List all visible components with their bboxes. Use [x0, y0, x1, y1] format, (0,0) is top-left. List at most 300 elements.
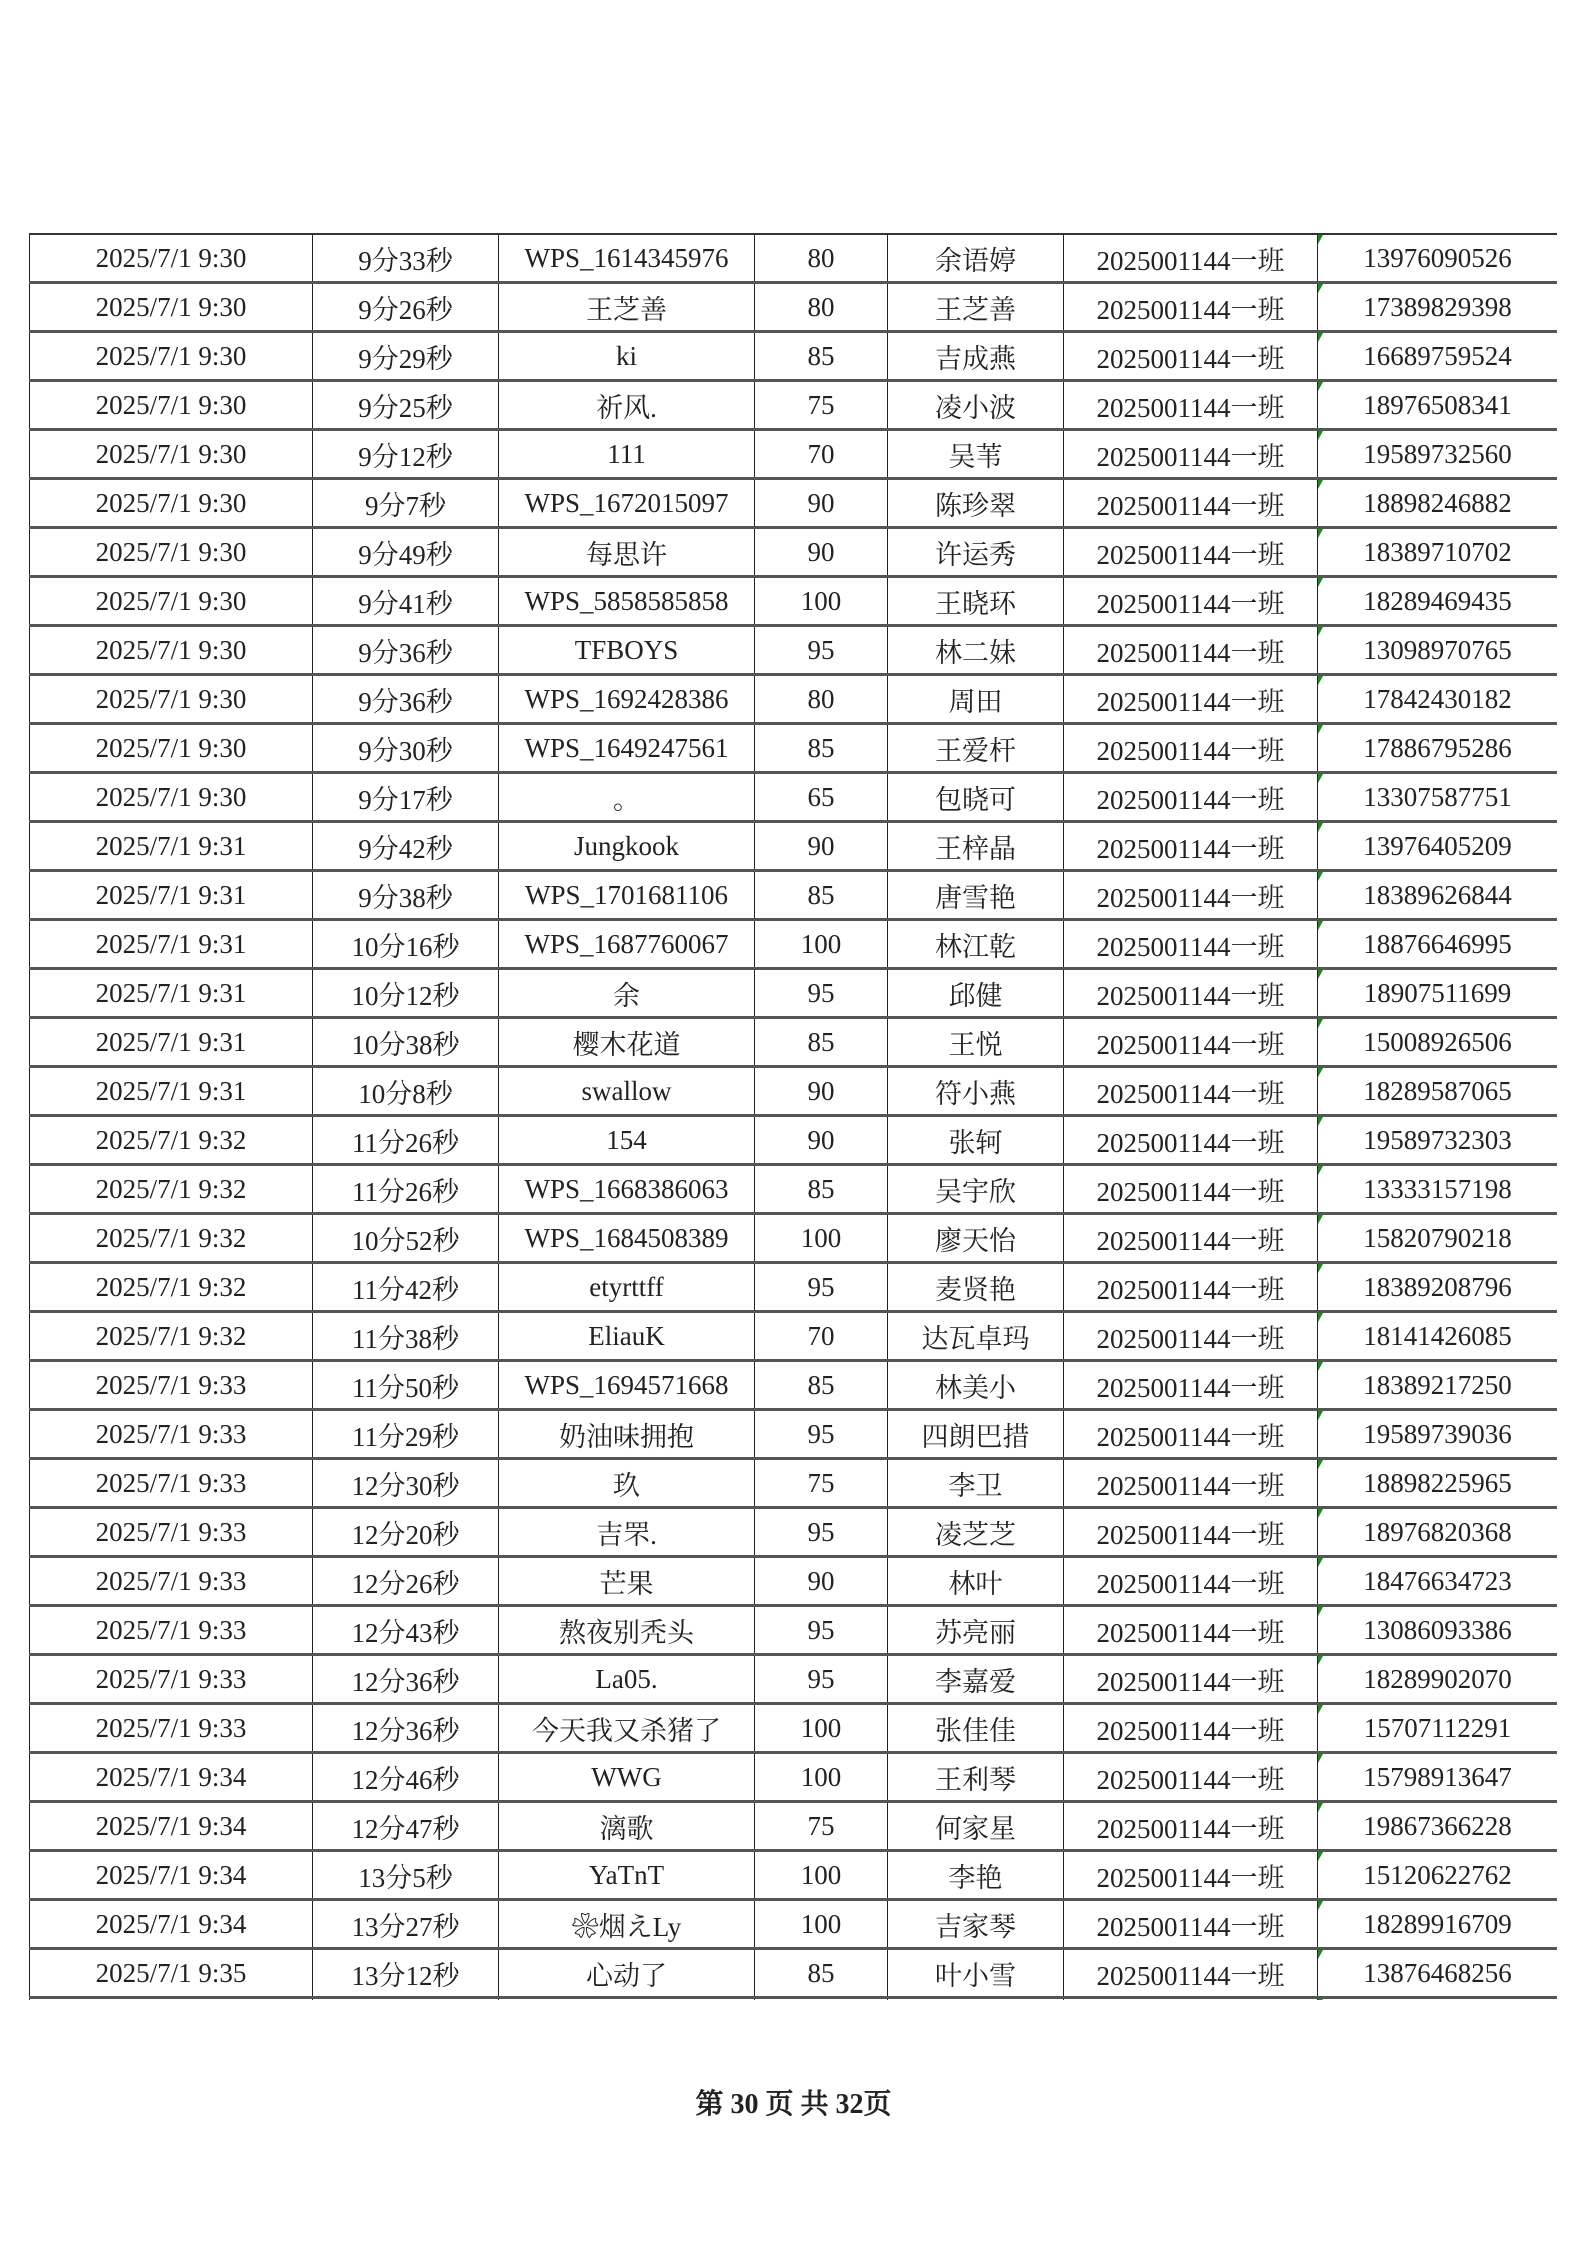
- duration-cell: 12分47秒: [313, 1802, 499, 1851]
- duration-cell: 9分26秒: [313, 283, 499, 332]
- student-name-cell: 吴苇: [888, 430, 1064, 479]
- table-row: [30, 381, 1558, 430]
- phone-cell: 13976405209: [1318, 822, 1558, 871]
- phone-cell: 18289469435: [1318, 577, 1558, 626]
- score-cell: 80: [755, 675, 888, 724]
- table-row: [30, 1508, 1558, 1557]
- duration-cell: 12分43秒: [313, 1606, 499, 1655]
- class-cell: 2025001144一班: [1064, 1557, 1318, 1606]
- table-row: [30, 871, 1558, 920]
- duration-cell: 12分46秒: [313, 1753, 499, 1802]
- class-cell: 2025001144一班: [1064, 773, 1318, 822]
- duration-cell: 12分20秒: [313, 1508, 499, 1557]
- submit-time-cell: 2025/7/1 9:33: [30, 1655, 313, 1704]
- submit-time-cell: 2025/7/1 9:31: [30, 1018, 313, 1067]
- nickname-cell: WPS_1701681106: [499, 871, 755, 920]
- student-name-cell: 林叶: [888, 1557, 1064, 1606]
- score-cell: 95: [755, 1263, 888, 1312]
- duration-cell: 13分27秒: [313, 1900, 499, 1949]
- nickname-cell: 每思许: [499, 528, 755, 577]
- score-cell: 75: [755, 1459, 888, 1508]
- submit-time-cell: 2025/7/1 9:32: [30, 1263, 313, 1312]
- duration-cell: 9分17秒: [313, 773, 499, 822]
- nickname-cell: 熬夜别秃头: [499, 1606, 755, 1655]
- phone-cell: 18389626844: [1318, 871, 1558, 920]
- nickname-cell: 王芝善: [499, 283, 755, 332]
- phone-cell: 13876468256: [1318, 1949, 1558, 1998]
- score-cell: 95: [755, 1655, 888, 1704]
- submit-time-cell: 2025/7/1 9:30: [30, 773, 313, 822]
- table-row: [30, 1949, 1558, 1998]
- score-cell: 85: [755, 1361, 888, 1410]
- phone-cell: 15820790218: [1318, 1214, 1558, 1263]
- nickname-cell: Jungkook: [499, 822, 755, 871]
- table-row: [30, 528, 1558, 577]
- duration-cell: [313, 1998, 499, 2001]
- score-cell: 100: [755, 1851, 888, 1900]
- table-row: [30, 626, 1558, 675]
- student-name-cell: 廖天怡: [888, 1214, 1064, 1263]
- nickname-cell: WPS_5858585858: [499, 577, 755, 626]
- table-row: [30, 1753, 1558, 1802]
- class-cell: 2025001144一班: [1064, 1459, 1318, 1508]
- phone-cell: 18976508341: [1318, 381, 1558, 430]
- class-cell: 2025001144一班: [1064, 1214, 1318, 1263]
- page-number-footer: 第 30 页 共 32页: [695, 2089, 892, 2120]
- class-cell: 2025001144一班: [1064, 577, 1318, 626]
- phone-cell: 19589732560: [1318, 430, 1558, 479]
- submit-time-cell: 2025/7/1 9:30: [30, 528, 313, 577]
- duration-cell: 9分36秒: [313, 675, 499, 724]
- class-cell: 2025001144一班: [1064, 1606, 1318, 1655]
- student-name-cell: 林江乾: [888, 920, 1064, 969]
- student-name-cell: 张轲: [888, 1116, 1064, 1165]
- phone-cell: 13976090526: [1318, 235, 1558, 283]
- class-cell: 2025001144一班: [1064, 969, 1318, 1018]
- table-row: [30, 773, 1558, 822]
- table-row: [30, 1704, 1558, 1753]
- class-cell: 2025001144一班: [1064, 871, 1318, 920]
- submit-time-cell: 2025/7/1 9:33: [30, 1459, 313, 1508]
- nickname-cell: WPS_1692428386: [499, 675, 755, 724]
- submit-time-cell: 2025/7/1 9:30: [30, 381, 313, 430]
- class-cell: 2025001144一班: [1064, 1802, 1318, 1851]
- class-cell: 2025001144一班: [1064, 430, 1318, 479]
- duration-cell: 9分29秒: [313, 332, 499, 381]
- phone-cell: [1318, 1998, 1558, 2001]
- score-cell: [755, 1998, 888, 2001]
- student-name-cell: 李嘉爱: [888, 1655, 1064, 1704]
- student-name-cell: 吉家琴: [888, 1900, 1064, 1949]
- nickname-cell: 奶油味拥抱: [499, 1410, 755, 1459]
- class-cell: 2025001144一班: [1064, 675, 1318, 724]
- submit-time-cell: 2025/7/1 9:35: [30, 1949, 313, 1998]
- student-name-cell: 吉成燕: [888, 332, 1064, 381]
- phone-cell: 18976820368: [1318, 1508, 1558, 1557]
- student-name-cell: 王悦: [888, 1018, 1064, 1067]
- submit-time-cell: 2025/7/1 9:34: [30, 1851, 313, 1900]
- nickname-cell: 吉罘.: [499, 1508, 755, 1557]
- score-cell: 80: [755, 283, 888, 332]
- student-name-cell: 许运秀: [888, 528, 1064, 577]
- submit-time-cell: 2025/7/1 9:30: [30, 332, 313, 381]
- nickname-cell: 祈风.: [499, 381, 755, 430]
- score-cell: 95: [755, 1606, 888, 1655]
- submit-time-cell: 2025/7/1 9:30: [30, 235, 313, 283]
- student-name-cell: [888, 1998, 1064, 2001]
- duration-cell: 11分50秒: [313, 1361, 499, 1410]
- score-cell: 85: [755, 1949, 888, 1998]
- class-cell: 2025001144一班: [1064, 1067, 1318, 1116]
- student-name-cell: 何家星: [888, 1802, 1064, 1851]
- duration-cell: 9分30秒: [313, 724, 499, 773]
- class-cell: 2025001144一班: [1064, 1263, 1318, 1312]
- score-cell: 95: [755, 1410, 888, 1459]
- nickname-cell: etyrttff: [499, 1263, 755, 1312]
- table-row: [30, 1802, 1558, 1851]
- nickname-cell: WPS_1684508389: [499, 1214, 755, 1263]
- phone-cell: 17886795286: [1318, 724, 1558, 773]
- table-row: [30, 283, 1558, 332]
- duration-cell: 12分36秒: [313, 1655, 499, 1704]
- submit-time-cell: 2025/7/1 9:33: [30, 1410, 313, 1459]
- class-cell: 2025001144一班: [1064, 626, 1318, 675]
- phone-cell: 17389829398: [1318, 283, 1558, 332]
- nickname-cell: 心动了: [499, 1949, 755, 1998]
- table-row: [30, 1018, 1558, 1067]
- score-cell: 100: [755, 1900, 888, 1949]
- duration-cell: 9分25秒: [313, 381, 499, 430]
- duration-cell: 11分29秒: [313, 1410, 499, 1459]
- student-name-cell: 张佳佳: [888, 1704, 1064, 1753]
- class-cell: 2025001144一班: [1064, 1508, 1318, 1557]
- class-cell: 2025001144一班: [1064, 1900, 1318, 1949]
- score-cell: 65: [755, 773, 888, 822]
- phone-cell: 13086093386: [1318, 1606, 1558, 1655]
- student-name-cell: 王爱杆: [888, 724, 1064, 773]
- class-cell: 2025001144一班: [1064, 479, 1318, 528]
- table-row: [30, 1655, 1558, 1704]
- submit-time-cell: 2025/7/1 9:34: [30, 1900, 313, 1949]
- nickname-cell: 。: [499, 773, 755, 822]
- score-cell: 70: [755, 430, 888, 479]
- class-cell: 2025001144一班: [1064, 1361, 1318, 1410]
- score-cell: 85: [755, 1018, 888, 1067]
- nickname-cell: WPS_1649247561: [499, 724, 755, 773]
- nickname-cell: 余: [499, 969, 755, 1018]
- student-name-cell: 符小燕: [888, 1067, 1064, 1116]
- student-name-cell: 陈珍翠: [888, 479, 1064, 528]
- submit-time-cell: 2025/7/1 9:31: [30, 822, 313, 871]
- table-row: [30, 1361, 1558, 1410]
- student-name-cell: 唐雪艳: [888, 871, 1064, 920]
- score-cell: 85: [755, 1165, 888, 1214]
- phone-cell: 18141426085: [1318, 1312, 1558, 1361]
- phone-cell: 18389217250: [1318, 1361, 1558, 1410]
- phone-cell: 13307587751: [1318, 773, 1558, 822]
- class-cell: 2025001144一班: [1064, 822, 1318, 871]
- nickname-cell: TFBOYS: [499, 626, 755, 675]
- submit-time-cell: 2025/7/1 9:32: [30, 1312, 313, 1361]
- score-cell: 90: [755, 1067, 888, 1116]
- score-cell: 100: [755, 920, 888, 969]
- class-cell: 2025001144一班: [1064, 1753, 1318, 1802]
- table-row: [30, 1067, 1558, 1116]
- score-cell: 80: [755, 235, 888, 283]
- table-row: [30, 1410, 1558, 1459]
- table-body: [30, 235, 1558, 2000]
- class-cell: 2025001144一班: [1064, 235, 1318, 283]
- student-name-cell: 周田: [888, 675, 1064, 724]
- table-row: [30, 1606, 1558, 1655]
- nickname-cell: 111: [499, 430, 755, 479]
- duration-cell: 9分49秒: [313, 528, 499, 577]
- student-name-cell: 达瓦卓玛: [888, 1312, 1064, 1361]
- duration-cell: 9分38秒: [313, 871, 499, 920]
- table-row: [30, 920, 1558, 969]
- duration-cell: 9分33秒: [313, 235, 499, 283]
- submit-time-cell: 2025/7/1 9:32: [30, 1214, 313, 1263]
- class-cell: 2025001144一班: [1064, 920, 1318, 969]
- nickname-cell: 漓歌: [499, 1802, 755, 1851]
- phone-cell: 13098970765: [1318, 626, 1558, 675]
- score-cell: 100: [755, 1214, 888, 1263]
- phone-cell: 18898225965: [1318, 1459, 1558, 1508]
- student-name-cell: 凌芝芝: [888, 1508, 1064, 1557]
- table-row: [30, 1312, 1558, 1361]
- duration-cell: 10分38秒: [313, 1018, 499, 1067]
- class-cell: 2025001144一班: [1064, 332, 1318, 381]
- table-row: [30, 577, 1558, 626]
- student-name-cell: 麦贤艳: [888, 1263, 1064, 1312]
- submit-time-cell: 2025/7/1 9:31: [30, 1067, 313, 1116]
- phone-cell: 17842430182: [1318, 675, 1558, 724]
- student-name-cell: 邱健: [888, 969, 1064, 1018]
- phone-cell: 15707112291: [1318, 1704, 1558, 1753]
- nickname-cell: 芒果: [499, 1557, 755, 1606]
- data-table: [29, 235, 1557, 2000]
- nickname-cell: WPS_1672015097: [499, 479, 755, 528]
- submit-time-cell: 2025/7/1 9:33: [30, 1704, 313, 1753]
- student-name-cell: 叶小雪: [888, 1949, 1064, 1998]
- phone-cell: 18389208796: [1318, 1263, 1558, 1312]
- student-name-cell: 王利琴: [888, 1753, 1064, 1802]
- student-name-cell: 李卫: [888, 1459, 1064, 1508]
- duration-cell: 9分41秒: [313, 577, 499, 626]
- phone-cell: 13333157198: [1318, 1165, 1558, 1214]
- nickname-cell: WPS_1694571668: [499, 1361, 755, 1410]
- phone-cell: 18476634723: [1318, 1557, 1558, 1606]
- student-name-cell: 吴宇欣: [888, 1165, 1064, 1214]
- class-cell: 2025001144一班: [1064, 1949, 1318, 1998]
- phone-cell: 19867366228: [1318, 1802, 1558, 1851]
- duration-cell: 11分38秒: [313, 1312, 499, 1361]
- class-cell: 2025001144一班: [1064, 724, 1318, 773]
- phone-cell: 18389710702: [1318, 528, 1558, 577]
- table-row: [30, 479, 1558, 528]
- submit-time-cell: 2025/7/1 9:33: [30, 1361, 313, 1410]
- nickname-cell: WPS_1614345976: [499, 235, 755, 283]
- score-cell: 75: [755, 1802, 888, 1851]
- duration-cell: 12分30秒: [313, 1459, 499, 1508]
- class-cell: 2025001144一班: [1064, 1704, 1318, 1753]
- duration-cell: 13分12秒: [313, 1949, 499, 1998]
- student-name-cell: 王梓晶: [888, 822, 1064, 871]
- duration-cell: 10分52秒: [313, 1214, 499, 1263]
- duration-cell: 13分5秒: [313, 1851, 499, 1900]
- table-row: [30, 675, 1558, 724]
- submit-time-cell: 2025/7/1 9:30: [30, 283, 313, 332]
- class-cell: 2025001144一班: [1064, 283, 1318, 332]
- submit-time-cell: 2025/7/1 9:31: [30, 969, 313, 1018]
- nickname-cell: 樱木花道: [499, 1018, 755, 1067]
- submit-time-cell: 2025/7/1 9:30: [30, 430, 313, 479]
- submit-time-cell: 2025/7/1 9:32: [30, 1116, 313, 1165]
- table-row: [30, 1557, 1558, 1606]
- phone-cell: 19589739036: [1318, 1410, 1558, 1459]
- submit-time-cell: 2025/7/1 9:32: [30, 1165, 313, 1214]
- nickname-cell: [499, 1998, 755, 2001]
- nickname-cell: 今天我又杀猪了: [499, 1704, 755, 1753]
- student-name-cell: 苏亮丽: [888, 1606, 1064, 1655]
- table-row: [30, 332, 1558, 381]
- duration-cell: 12分36秒: [313, 1704, 499, 1753]
- duration-cell: 11分26秒: [313, 1165, 499, 1214]
- student-name-cell: 王芝善: [888, 283, 1064, 332]
- score-cell: 90: [755, 479, 888, 528]
- table-row-partial: [30, 1998, 1558, 2001]
- submit-time-cell: 2025/7/1 9:30: [30, 675, 313, 724]
- class-cell: 2025001144一班: [1064, 528, 1318, 577]
- nickname-cell: swallow: [499, 1067, 755, 1116]
- duration-cell: 11分42秒: [313, 1263, 499, 1312]
- score-cell: 95: [755, 626, 888, 675]
- score-cell: 85: [755, 724, 888, 773]
- submit-time-cell: 2025/7/1 9:33: [30, 1508, 313, 1557]
- table-row: [30, 1263, 1558, 1312]
- submit-time-cell: [30, 1998, 313, 2001]
- submit-time-cell: 2025/7/1 9:31: [30, 920, 313, 969]
- phone-cell: 16689759524: [1318, 332, 1558, 381]
- table-row: [30, 1851, 1558, 1900]
- duration-cell: 10分12秒: [313, 969, 499, 1018]
- nickname-cell: ki: [499, 332, 755, 381]
- phone-cell: 18289916709: [1318, 1900, 1558, 1949]
- score-cell: 70: [755, 1312, 888, 1361]
- student-name-cell: 余语婷: [888, 235, 1064, 283]
- score-cell: 95: [755, 969, 888, 1018]
- table-row: [30, 1214, 1558, 1263]
- duration-cell: 9分7秒: [313, 479, 499, 528]
- duration-cell: 10分16秒: [313, 920, 499, 969]
- class-cell: 2025001144一班: [1064, 1655, 1318, 1704]
- phone-cell: 15798913647: [1318, 1753, 1558, 1802]
- duration-cell: 9分12秒: [313, 430, 499, 479]
- class-cell: 2025001144一班: [1064, 381, 1318, 430]
- phone-cell: 18289902070: [1318, 1655, 1558, 1704]
- duration-cell: 9分42秒: [313, 822, 499, 871]
- data-table-wrapper: [29, 233, 1557, 2000]
- table-row: [30, 724, 1558, 773]
- score-cell: 100: [755, 577, 888, 626]
- student-name-cell: 王晓环: [888, 577, 1064, 626]
- class-cell: 2025001144一班: [1064, 1116, 1318, 1165]
- student-name-cell: 凌小波: [888, 381, 1064, 430]
- submit-time-cell: 2025/7/1 9:33: [30, 1606, 313, 1655]
- score-cell: 100: [755, 1753, 888, 1802]
- student-name-cell: 四朗巴措: [888, 1410, 1064, 1459]
- table-row: [30, 235, 1558, 283]
- student-name-cell: 林美小: [888, 1361, 1064, 1410]
- phone-cell: 15120622762: [1318, 1851, 1558, 1900]
- submit-time-cell: 2025/7/1 9:31: [30, 871, 313, 920]
- nickname-cell: 玖: [499, 1459, 755, 1508]
- student-name-cell: 包晓可: [888, 773, 1064, 822]
- score-cell: 95: [755, 1508, 888, 1557]
- phone-cell: 18289587065: [1318, 1067, 1558, 1116]
- class-cell: [1064, 1998, 1318, 2001]
- table-row: [30, 822, 1558, 871]
- submit-time-cell: 2025/7/1 9:30: [30, 724, 313, 773]
- phone-cell: 19589732303: [1318, 1116, 1558, 1165]
- table-row: [30, 1116, 1558, 1165]
- student-name-cell: 李艳: [888, 1851, 1064, 1900]
- nickname-cell: WWG: [499, 1753, 755, 1802]
- phone-cell: 15008926506: [1318, 1018, 1558, 1067]
- duration-cell: 10分8秒: [313, 1067, 499, 1116]
- class-cell: 2025001144一班: [1064, 1851, 1318, 1900]
- submit-time-cell: 2025/7/1 9:30: [30, 479, 313, 528]
- table-row: [30, 430, 1558, 479]
- nickname-cell: WPS_1668386063: [499, 1165, 755, 1214]
- submit-time-cell: 2025/7/1 9:34: [30, 1753, 313, 1802]
- submit-time-cell: 2025/7/1 9:30: [30, 626, 313, 675]
- submit-time-cell: 2025/7/1 9:34: [30, 1802, 313, 1851]
- score-cell: 90: [755, 1116, 888, 1165]
- nickname-cell: La05.: [499, 1655, 755, 1704]
- class-cell: 2025001144一班: [1064, 1312, 1318, 1361]
- class-cell: 2025001144一班: [1064, 1165, 1318, 1214]
- nickname-cell: EliauK: [499, 1312, 755, 1361]
- nickname-cell: 154: [499, 1116, 755, 1165]
- score-cell: 85: [755, 332, 888, 381]
- nickname-cell: YaTnT: [499, 1851, 755, 1900]
- phone-cell: 18907511699: [1318, 969, 1558, 1018]
- phone-cell: 18898246882: [1318, 479, 1558, 528]
- duration-cell: 9分36秒: [313, 626, 499, 675]
- score-cell: 90: [755, 528, 888, 577]
- score-cell: 75: [755, 381, 888, 430]
- duration-cell: 11分26秒: [313, 1116, 499, 1165]
- score-cell: 85: [755, 871, 888, 920]
- table-row: [30, 969, 1558, 1018]
- class-cell: 2025001144一班: [1064, 1018, 1318, 1067]
- submit-time-cell: 2025/7/1 9:33: [30, 1557, 313, 1606]
- phone-cell: 18876646995: [1318, 920, 1558, 969]
- student-name-cell: 林二妹: [888, 626, 1064, 675]
- submit-time-cell: 2025/7/1 9:30: [30, 577, 313, 626]
- score-cell: 100: [755, 1704, 888, 1753]
- table-row: [30, 1900, 1558, 1949]
- table-row: [30, 1459, 1558, 1508]
- score-cell: 90: [755, 822, 888, 871]
- nickname-cell: WPS_1687760067: [499, 920, 755, 969]
- score-cell: 90: [755, 1557, 888, 1606]
- table-row: [30, 1165, 1558, 1214]
- nickname-cell: ❀烟えLy: [499, 1900, 755, 1949]
- duration-cell: 12分26秒: [313, 1557, 499, 1606]
- class-cell: 2025001144一班: [1064, 1410, 1318, 1459]
